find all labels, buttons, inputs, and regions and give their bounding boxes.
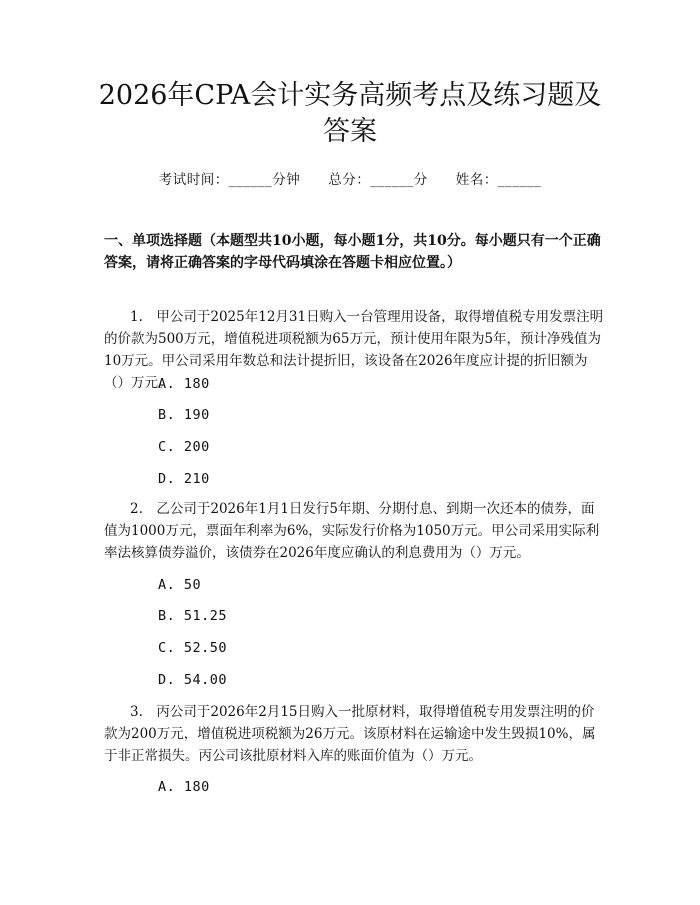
- exam-time: 考试时间：______分钟: [158, 172, 301, 188]
- question-1-option-c: C. 200: [158, 439, 210, 455]
- exam-meta: [0, 168, 700, 188]
- question-3: 3. 丙公司于2026年2月15日购入一批原材料，取得增值税专用发票注明的价款为200万元，增值税进项税额为26万元。该原材料在运输途中发生毁损10%，属于非正常损失。丙公司该批原材料入库的账面价值为（）万元。: [104, 704, 596, 764]
- question-2: 2. 乙公司于2026年1月1日发行5年期、分期付息、到期一次还本的债券，面值为1000万元，票面年利率为6%，实际发行价格为1050万元。甲公司采用实际利率法核算债券溢价，该债券在2026年度应确认的利息费用为（）万元。: [104, 501, 600, 561]
- question-1-option-a: A. 180: [158, 376, 210, 392]
- question-3-option-a: A. 180: [158, 779, 210, 795]
- question-2-option-b: B. 51.25: [158, 608, 228, 624]
- student-name: 姓名：______: [455, 172, 542, 188]
- question-2-option-a: A. 50: [158, 577, 202, 593]
- question-1-option-b: B. 190: [158, 407, 210, 423]
- question-1: 1. 甲公司于2025年12月31日购入一台管理用设备，取得增值税专用发票注明的价款为500万元，增值税进项税额为65万元，预计使用年限为5年，预计净残值为10万元。甲公司采用年数总和法计提折旧，该设备在2026年度应计提的折旧额为（）万元。: [104, 309, 604, 391]
- question-1-option-d: D. 210: [158, 471, 210, 487]
- question-2-option-c: C. 52.50: [158, 640, 228, 656]
- page-title: 2026年CPA会计实务高频考点及练习题及答案: [98, 80, 602, 147]
- question-2-option-d: D. 54.00: [158, 672, 228, 688]
- total-score: 总分：______分: [328, 172, 428, 188]
- section-heading: 一、单项选择题（本题型共10小题，每小题1分，共10分。每小题只有一个正确答案，请将正确答案的字母代码填涂在答题卡相应位置。）: [104, 233, 601, 271]
